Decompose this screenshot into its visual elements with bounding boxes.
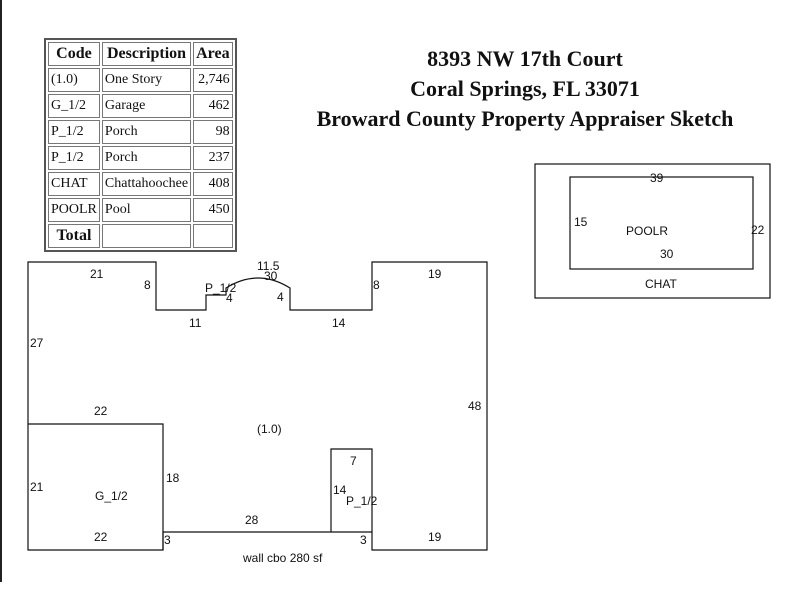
garage-dim-top: 22: [94, 404, 108, 418]
garage-dim-right: 18: [166, 471, 180, 485]
dim-bottom-jog-right: 3: [360, 533, 367, 547]
dim-arc-top: 11.5: [257, 259, 280, 273]
cell-code: P_1/2: [48, 146, 100, 170]
porch-notch-label: P_1/2: [205, 281, 237, 295]
city-line: Coral Springs, FL 33071: [410, 76, 640, 101]
garage-dim-bottom: 22: [94, 530, 108, 544]
address-line: 8393 NW 17th Court: [427, 46, 623, 71]
dim-notch-right: 8: [373, 278, 380, 292]
pool-dim-top: 39: [650, 171, 664, 185]
dim-notch-bottom-right: 14: [332, 316, 346, 330]
dim-arc-mid: 30: [264, 269, 278, 283]
cell-area: 462: [193, 94, 232, 118]
dim-notch-inner-left: 4: [226, 291, 233, 305]
main-area-label: (1.0): [257, 422, 282, 436]
cell-area: 408: [193, 172, 232, 196]
header-description: Description: [102, 42, 191, 66]
header-code: Code: [48, 42, 100, 66]
cell-description: Chattahoochee: [102, 172, 191, 196]
cell-area: 2,746: [193, 68, 232, 92]
cell-description: Porch: [102, 146, 191, 170]
pool-dim-left: 15: [574, 215, 588, 229]
dim-top-left: 21: [90, 267, 104, 281]
cell-description: One Story: [102, 68, 191, 92]
cell-description: Porch: [102, 120, 191, 144]
header-area: Area: [193, 42, 232, 66]
total-label: Total: [48, 224, 100, 248]
cell-description: Pool: [102, 198, 191, 222]
cell-area: 98: [193, 120, 232, 144]
porch-label: P_1/2: [346, 494, 378, 508]
garage-label: G_1/2: [95, 489, 128, 503]
dim-notch-left: 8: [144, 278, 151, 292]
dim-bottom-middle: 28: [245, 513, 259, 527]
cell-code: CHAT: [48, 172, 100, 196]
cell-area: 450: [193, 198, 232, 222]
porch-dim-side: 14: [333, 483, 347, 497]
garage-dim-left: 21: [30, 480, 44, 494]
dim-right-side: 48: [468, 399, 482, 413]
sketch-title-line: Broward County Property Appraiser Sketch: [316, 106, 734, 131]
dim-notch-inner-right: 4: [277, 290, 284, 304]
dim-top-right: 19: [428, 267, 442, 281]
chat-label: CHAT: [645, 277, 677, 291]
pool-dim-right: 22: [751, 223, 765, 237]
cell-code: POOLR: [48, 198, 100, 222]
pool-label: POOLR: [626, 224, 669, 238]
cell-description: Garage: [102, 94, 191, 118]
pool-dim-bottom: 30: [660, 247, 674, 261]
dim-notch-bottom-left: 11: [189, 316, 202, 330]
cell-code: (1.0): [48, 68, 100, 92]
cell-area: 237: [193, 146, 232, 170]
cell-code: G_1/2: [48, 94, 100, 118]
wall-note: wall cbo 280 sf: [243, 551, 323, 565]
dim-bottom-jog-left: 3: [164, 533, 171, 547]
porch-dim-top: 7: [350, 454, 357, 468]
cell-code: P_1/2: [48, 120, 100, 144]
dim-left-upper: 27: [30, 336, 44, 350]
dim-bottom-right: 19: [428, 530, 442, 544]
